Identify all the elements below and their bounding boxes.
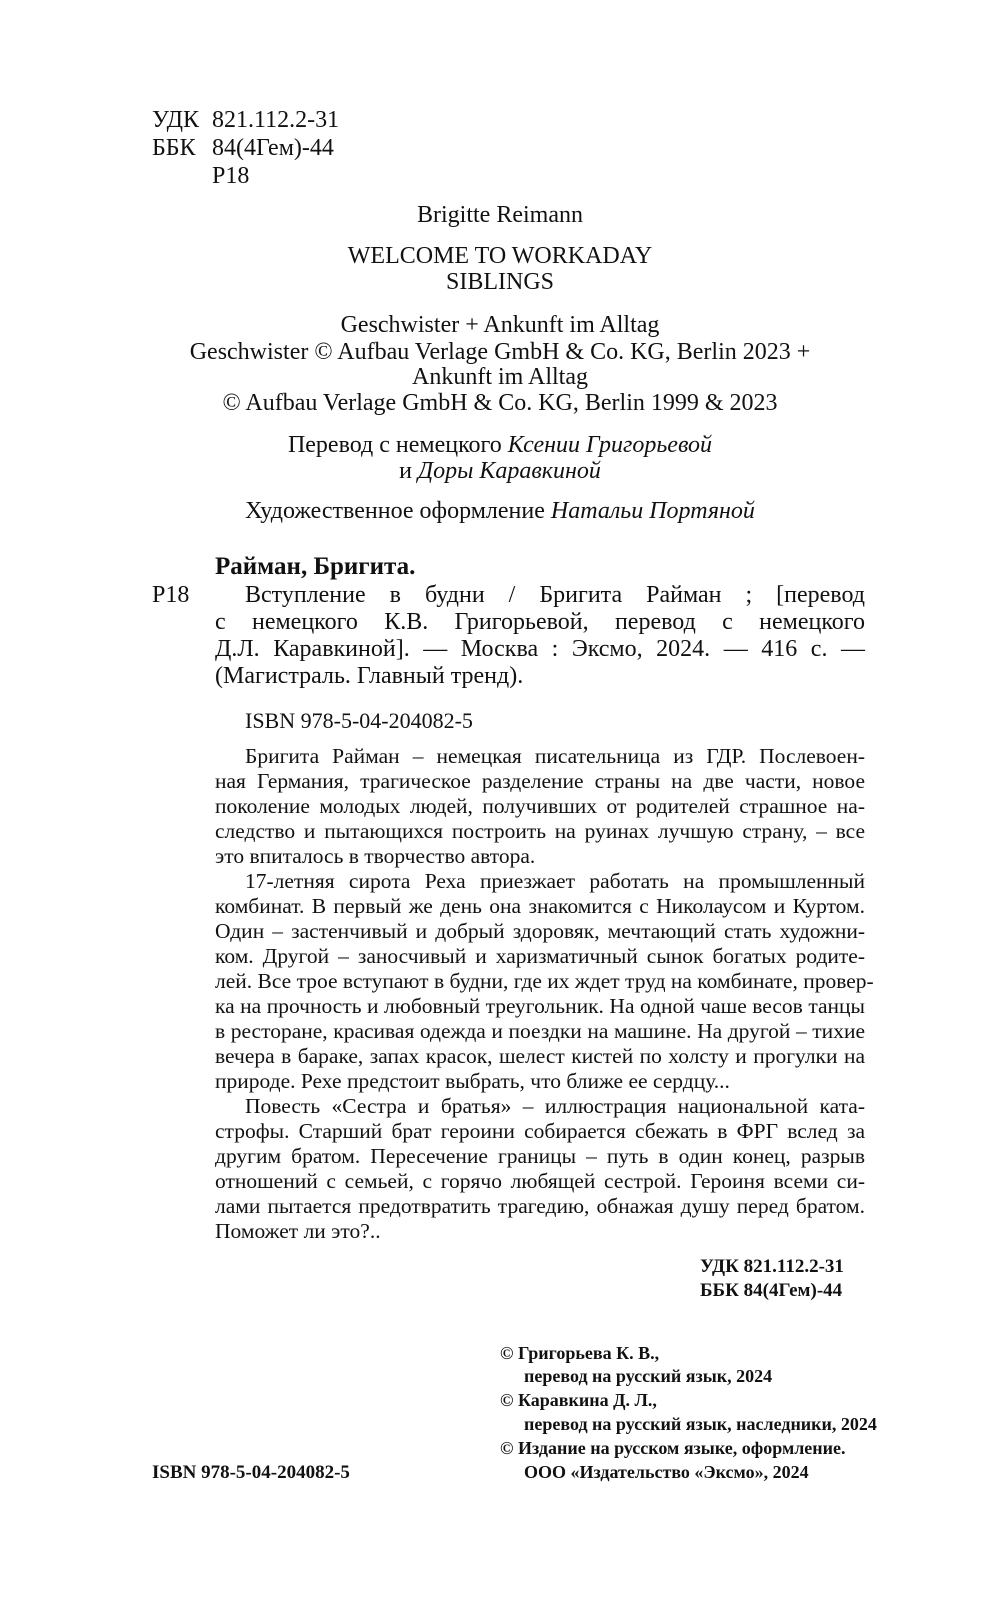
translation-prefix: Перевод с немецкого [287,432,508,458]
catalog-line-2: с немецкого К.В. Григорьевой, перевод с немецкого [215,609,865,635]
copyright-line: перевод на русский язык, 2024 [524,1366,773,1386]
copyright-line: ООО «Издательство «Эксмо», 2024 [524,1462,809,1482]
bbk-value: 84(4Гем)-44 [212,135,334,161]
original-copyright-line2: Geschwister © Aufbau Verlage GmbH & Co. KG, Berlin 2023 + [189,339,811,365]
annotation-line: поколение молодых людей, получивших от родителей страшное на- [215,794,865,818]
annotation-line: ная Германия, трагическое разделение страны на две части, новое [215,769,865,793]
design-credit [0,497,1000,525]
annotation-line: в ресторане, красивая одежда и поездки на машине. На другой – тихие [215,1019,865,1043]
original-title-line1: WELCOME TO WORKADAY [347,243,653,269]
translation-prefix-2: и [399,458,418,484]
annotation-line: Один – застенчивый и добрый здоровяк, мечтающий стать художни- [215,919,865,943]
translation-line2 [0,457,1000,485]
catalog-heading: Райман, Бригита. [215,553,416,580]
translator-name-1: Ксении Григорьевой [507,432,713,458]
original-title-line2: SIBLINGS [445,269,554,295]
original-copyright-line1: Geschwister + Ankunft im Alltag [340,312,660,338]
annotation-line: Повесть «Сестра и братья» – иллюстрация национальной ката- [245,1094,865,1118]
catalog-line-4: (Магистраль. Главный тренд). [215,663,524,689]
copyright-line: © Григорьева К. В., [500,1343,660,1363]
copyright-line: © Каравкина Д. Л., [500,1390,657,1410]
designer-name: Натальи Портяной [550,498,755,524]
bottom-bbk: ББК 84(4Гем)-44 [700,1280,843,1301]
translation-line1 [0,431,1000,459]
bbk-label: ББК [152,135,196,161]
annotation-line: отношений с семьей, с горячо любящей сестрой. Героиня всеми си- [215,1169,865,1193]
annotation-line: вечера в бараке, запах красок, шелест кистей по холсту и прогулки на [215,1044,865,1068]
catalog-line-1: Вступление в будни / Бригита Райман ; [перевод [245,582,865,608]
bottom-udk: УДК 821.112.2-31 [700,1256,844,1277]
catalog-line-3: Д.Л. Каравкиной]. — Москва : Эксмо, 2024. — 416 с. — [215,636,865,662]
bottom-isbn: ISBN 978-5-04-204082-5 [152,1462,350,1483]
annotation-line: это впиталось в творчество автора. [215,844,536,868]
udk-value: 821.112.2-31 [212,107,340,133]
annotation-line: ка на прочность и любовный треугольник. На одной чаше весов танцы [215,994,865,1018]
original-copyright-line3: Ankunft im Alltag [412,364,588,390]
annotation-line: строфы. Старший брат героини собирается сбежать в ФРГ вслед за [215,1119,865,1143]
copyright-line: перевод на русский язык, наследники, 2024 [524,1414,877,1434]
catalog-mark: Р18 [152,582,190,608]
annotation-line: природе. Рехе предстоит выбрать, что ближе ее сердцу... [215,1069,730,1093]
annotation-line: ком. Другой – заносчивый и харизматичный сынок богатых родите- [215,944,865,968]
udk-code [152,106,339,134]
catalog-isbn: ISBN 978-5-04-204082-5 [245,708,473,733]
bbk-code [152,134,334,162]
udk-label: УДК [152,107,199,133]
design-prefix: Художественное оформление [245,498,551,524]
annotation-line: комбинат. В первый же день она знакомится с Николаусом и Куртом. [215,894,865,918]
annotation-line: Бригита Райман – немецкая писательница из ГДР. Послевоен- [245,744,865,768]
annotation-line: другим братом. Пересечение границы – путь в один конец, разрыв [215,1144,865,1168]
annotation-line: следство и пытающихся построить на руинах лучшую страну, – все [215,819,865,843]
original-copyright-line4: © Aufbau Verlage GmbH & Co. KG, Berlin 1999 & 2023 [222,390,778,416]
annotation-line: Поможет ли это?.. [215,1219,381,1243]
original-author: Brigitte Reimann [417,202,583,228]
annotation-line: 17-летняя сирота Реха приезжает работать на промышленный [245,869,865,893]
copyright-line: © Издание на русском языке, оформление. [500,1438,846,1458]
annotation-line: лей. Все трое вступают в будни, где их ждет труд на комбинате, провер- [215,969,874,993]
translator-name-2: Доры Каравкиной [417,458,601,484]
author-mark: Р18 [212,163,250,189]
annotation-line: лами пытается предотвратить трагедию, обнажая душу перед братом. [215,1194,865,1218]
